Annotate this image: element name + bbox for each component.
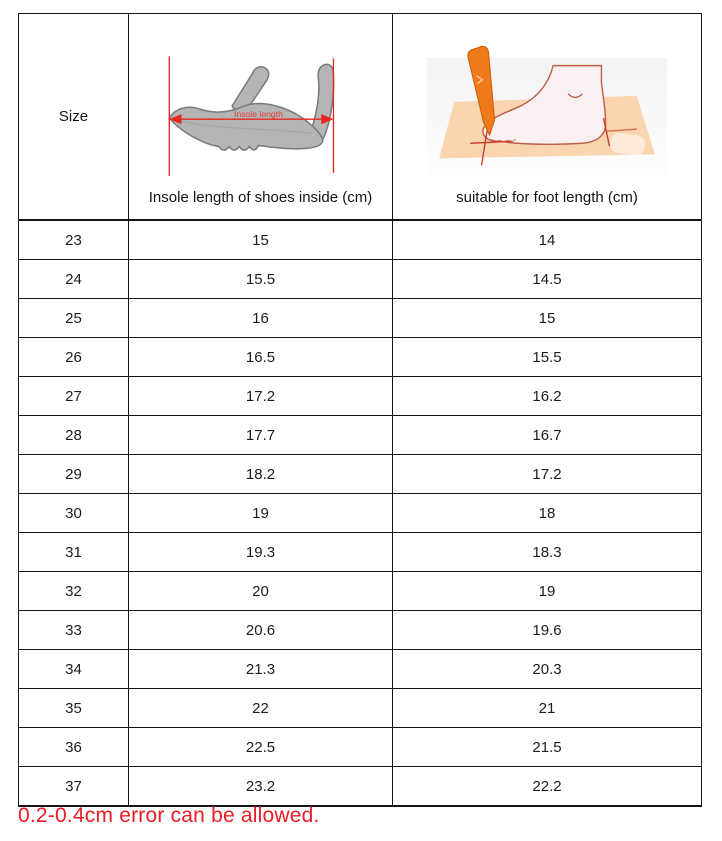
table-row (19, 338, 702, 377)
foot-length-cell: 22.2 (393, 767, 702, 807)
size-cell: 26 (19, 338, 129, 377)
table-row (19, 728, 702, 767)
foot-length-cell: 19.6 (393, 611, 702, 650)
table-row (19, 533, 702, 572)
size-table-body (19, 220, 702, 806)
size-column-label: Size (58, 108, 89, 125)
insole-length-cell: 15.5 (129, 260, 393, 299)
size-cell: 34 (19, 650, 129, 689)
insole-length-cell: 16 (129, 299, 393, 338)
table-row (19, 689, 702, 728)
size-cell: 23 (19, 220, 129, 260)
insole-length-cell: 17.7 (129, 416, 393, 455)
table-row (19, 260, 702, 299)
size-cell: 31 (19, 533, 129, 572)
foot-length-cell: 14.5 (393, 260, 702, 299)
insole-length-caption: Insole length (233, 109, 283, 120)
insole-length-cell: 17.2 (129, 377, 393, 416)
insole-measurement-illustration (129, 14, 392, 183)
table-row (19, 767, 702, 807)
size-cell: 35 (19, 689, 129, 728)
insole-length-cell: 15 (129, 220, 393, 260)
foot-length-cell: 16.2 (393, 377, 702, 416)
table-row (19, 572, 702, 611)
size-cell: 37 (19, 767, 129, 807)
insole-length-cell: 19.3 (129, 533, 393, 572)
foot-length-cell: 20.3 (393, 650, 702, 689)
table-row (19, 416, 702, 455)
table-row (19, 377, 702, 416)
foot-length-cell: 17.2 (393, 455, 702, 494)
foot-length-cell: 16.7 (393, 416, 702, 455)
foot-column-header (393, 14, 702, 221)
insole-length-cell: 22.5 (129, 728, 393, 767)
foot-length-cell: 15 (393, 299, 702, 338)
foot-length-cell: 15.5 (393, 338, 702, 377)
size-cell: 27 (19, 377, 129, 416)
insole-length-cell: 20.6 (129, 611, 393, 650)
size-cell: 29 (19, 455, 129, 494)
insole-length-cell: 19 (129, 494, 393, 533)
table-row (19, 299, 702, 338)
foot-length-cell: 14 (393, 220, 702, 260)
tolerance-note: 0.2-0.4cm error can be allowed. (18, 804, 320, 827)
insole-length-cell: 21.3 (129, 650, 393, 689)
foot-length-cell: 21 (393, 689, 702, 728)
foot-measurement-illustration (393, 14, 701, 183)
header-row (19, 14, 702, 221)
table-row (19, 220, 702, 260)
insole-length-cell: 20 (129, 572, 393, 611)
size-cell: 30 (19, 494, 129, 533)
insole-length-cell: 16.5 (129, 338, 393, 377)
size-chart-table (18, 13, 702, 807)
foot-column-label: suitable for foot length (cm) (456, 189, 638, 206)
size-cell: 24 (19, 260, 129, 299)
foot-length-cell: 18.3 (393, 533, 702, 572)
table-row (19, 494, 702, 533)
size-cell: 25 (19, 299, 129, 338)
size-column-header (19, 14, 129, 221)
size-cell: 36 (19, 728, 129, 767)
shoe-insole-drawing (169, 64, 333, 150)
size-cell: 33 (19, 611, 129, 650)
table-row (19, 455, 702, 494)
insole-length-cell: 18.2 (129, 455, 393, 494)
foot-length-cell: 19 (393, 572, 702, 611)
size-cell: 32 (19, 572, 129, 611)
foot-diagram-svg (421, 41, 673, 183)
insole-length-cell: 22 (129, 689, 393, 728)
table-row (19, 650, 702, 689)
foot-length-cell: 21.5 (393, 728, 702, 767)
insole-diagram-svg (147, 31, 375, 183)
size-cell: 28 (19, 416, 129, 455)
insole-length-cell: 23.2 (129, 767, 393, 807)
insole-column-header (129, 14, 393, 221)
insole-column-label: Insole length of shoes inside (cm) (148, 189, 373, 206)
foot-length-cell: 18 (393, 494, 702, 533)
table-row (19, 611, 702, 650)
